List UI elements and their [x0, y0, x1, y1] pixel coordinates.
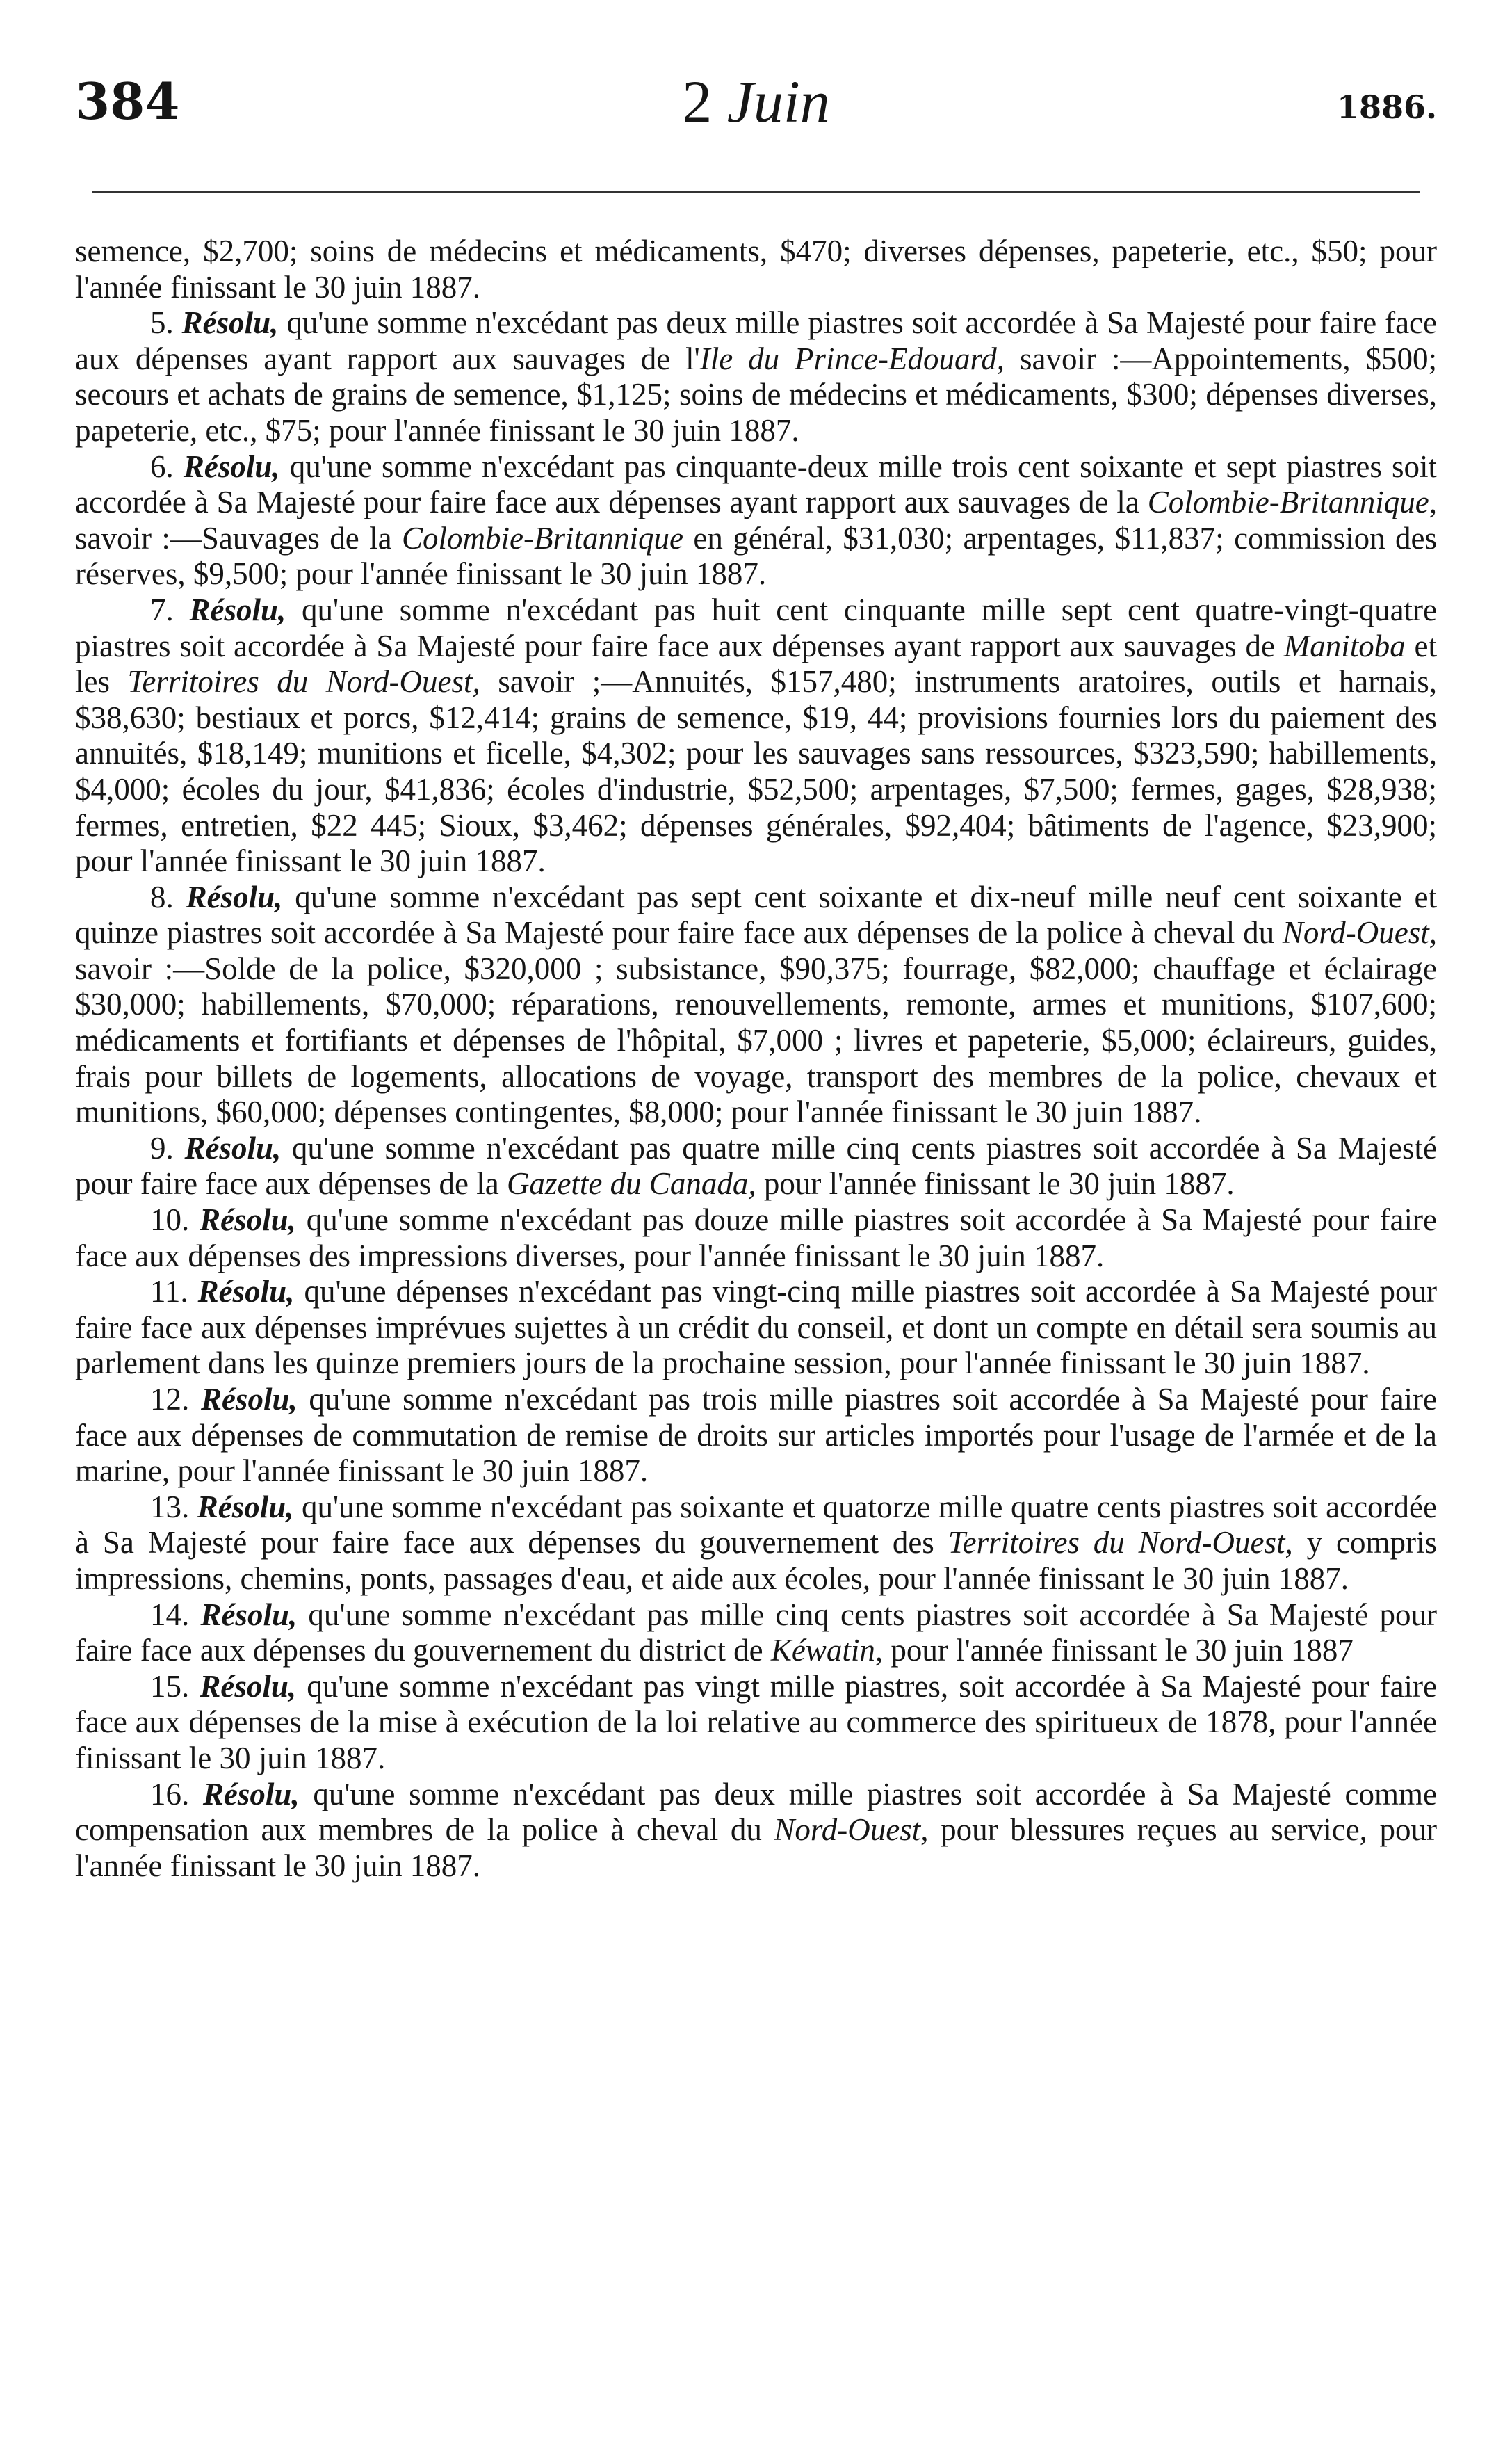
resolution-number: 16.: [150, 1776, 190, 1811]
resolution-keyword: Résolu,: [197, 1274, 295, 1309]
resolution-7: [75, 592, 1437, 880]
resolution-italic-text: Ile du Prince-Edouard,: [699, 341, 1005, 376]
resolution-italic-text: Territoires du Nord-Ouest,: [948, 1525, 1293, 1560]
body-text: [75, 234, 1437, 1884]
resolution-14: [75, 1597, 1437, 1669]
resolution-text: savoir :—Solde de la police, $320,000 ; subsistance, $90,375; fourrage, $82,000; chauffage et éclairage $30,000; habillements, $70,000; réparations, renouvellements, remonte, armes et munitions, $107,600; médicaments et fortifiants et dépenses de l'hôpital, $7,000 ; livres et papeterie, $5,000; éclaireurs, guides, frais pour billets de logements, allocations de voyage, transport des membres de la police, chevaux et munitions, $60,000; dépenses contingentes, $8,000; pour l'année finissant le 30 juin 1887.: [75, 951, 1437, 1130]
resolution-text: qu'une somme n'excédant pas trois mille piastres soit accordée à Sa Majesté pour faire face aux dépenses de commutation de remise de droits sur articles importés pour l'usage de l'armée et de la marine, pour l'année finissant le 30 juin 1887.: [75, 1382, 1438, 1489]
resolution-number: 15.: [150, 1668, 190, 1704]
resolution-text: et les: [75, 628, 1437, 700]
running-title-month: Juin: [726, 68, 830, 135]
resolution-text: savoir ;—Annuités, $157,480; instruments aratoires, outils et harnais, $38,630; bestiaux et porcs, $12,414; grains de semence, $19, 44; provisions fournies lors du paiement des annuités, $18,149; munitions et ficelle, $4,302; pour les sauvages sans ressources, $323,590; habillements, $4,000; écoles du jour, $41,836; écoles d'industrie, $52,500; arpentages, $7,500; fermes, gages, $28,938; fermes, entretien, $22 445; Sioux, $3,462; dépenses générales, $92,404; bâtiments de l'agence, $23,900; pour l'année finissant le 30 juin 1887.: [75, 664, 1437, 879]
resolution-keyword: Résolu,: [200, 1597, 298, 1632]
resolution-italic-text: Gazette du Canada,: [506, 1166, 756, 1202]
resolution-number: 10.: [150, 1202, 190, 1238]
resolution-text: savoir :—Appointements, $500; secours et achats de grains de semence, $1,125; soins de médecins et médicaments, $300; dépenses diverses, papeterie, etc., $75; pour l'année finissant le 30 juin 1887.: [75, 341, 1437, 448]
resolution-text: qu'une somme n'excédant pas quatre mille cinq cents piastres soit accordée à Sa Majesté pour faire face aux dépenses de la: [75, 1130, 1437, 1202]
resolution-keyword: Résolu,: [181, 305, 279, 341]
resolution-number: 5.: [150, 305, 174, 341]
running-title: [75, 67, 1437, 136]
resolution-text: qu'une somme n'excédant pas huit cent cinquante mille sept cent quatre-vingt-quatre piastres soit accordée à Sa Majesté pour faire face aux dépenses ayant rapport aux sauvages de: [75, 592, 1438, 663]
resolution-italic-text: Colombie-Britannique: [402, 520, 683, 556]
resolution-10: [75, 1202, 1437, 1274]
paragraph-text: semence, $2,700; soins de médecins et médicaments, $470; diverses dépenses, papeterie, etc., $50; pour l'année finissant le 30 juin 1887.: [75, 234, 1437, 305]
resolution-5: [75, 305, 1437, 449]
resolution-text: qu'une somme n'excédant pas vingt mille piastres, soit accordée à Sa Majesté pour faire face aux dépenses de la mise à exécution de la loi relative au commerce des spiritueux de 1878, pour l'année finissant le 30 juin 1887.: [75, 1668, 1438, 1775]
resolution-text: qu'une somme n'excédant pas mille cinq cents piastres soit accordée à Sa Majesté pour faire face aux dépenses du gouvernement du district de: [75, 1597, 1438, 1668]
resolution-9: [75, 1131, 1437, 1202]
resolution-text: pour blessures reçues au service, pour l'année finissant le 30 juin 1887.: [75, 1812, 1437, 1883]
resolution-italic-text: Manitoba: [1283, 628, 1406, 663]
resolution-13: [75, 1490, 1437, 1597]
resolution-text: savoir :—Sauvages de la: [75, 520, 403, 556]
running-title-day: 2: [682, 68, 713, 135]
resolution-italic-text: Colombie-Britannique,: [1147, 485, 1437, 520]
header-rule: [92, 191, 1420, 193]
resolution-number: 8.: [150, 879, 174, 914]
resolution-text: qu'une somme n'excédant pas douze mille piastres soit accordée à Sa Majesté pour faire face aux dépenses des impressions diverses, pour l'année finissant le 30 juin 1887.: [75, 1202, 1437, 1273]
resolution-keyword: Résolu,: [200, 1202, 296, 1238]
resolution-keyword: Résolu,: [200, 1382, 298, 1417]
resolution-text: pour l'année finissant le 30 juin 1887.: [756, 1166, 1235, 1202]
resolution-keyword: Résolu,: [183, 449, 280, 484]
resolution-text: qu'une somme n'excédant pas cinquante-deux mille trois cent soixante et sept piastres soit accordée à Sa Majesté pour faire face aux dépenses ayant rapport aux sauvages de la: [75, 449, 1438, 520]
resolution-keyword: Résolu,: [184, 1130, 282, 1165]
resolution-text: en général, $31,030; arpentages, $11,837; commission des réserves, $9,500; pour l'année finissant le 30 juin 1887.: [75, 520, 1437, 592]
resolution-keyword: Résolu,: [202, 1776, 300, 1811]
resolution-number: 12.: [150, 1382, 190, 1417]
resolution-number: 13.: [150, 1489, 190, 1524]
resolution-number: 7.: [150, 592, 174, 627]
resolution-italic-text: Nord-Ouest,: [774, 1812, 929, 1848]
resolution-number: 11.: [150, 1274, 188, 1309]
resolution-16: [75, 1777, 1437, 1885]
resolution-8: [75, 880, 1437, 1131]
resolution-text: qu'une somme n'excédant pas sept cent soixante et dix-neuf mille neuf cent soixante et quinze piastres soit accordée à Sa Majesté pour faire face aux dépenses de la police à cheval du: [75, 879, 1438, 951]
resolution-6: [75, 449, 1437, 592]
resolution-text: pour l'année finissant le 30 juin 1887: [883, 1633, 1354, 1668]
resolution-text: qu'une somme n'excédant pas deux mille piastres soit accordée à Sa Majesté comme compensation aux membres de la police à cheval du: [75, 1776, 1438, 1848]
resolution-text: qu'une somme n'excédant pas deux mille piastres soit accordée à Sa Majesté pour faire face aux dépenses ayant rapport aux sauvages de l': [75, 305, 1438, 376]
paragraph-continuation: [75, 234, 1437, 305]
resolution-italic-text: Nord-Ouest,: [1282, 915, 1437, 951]
resolution-11: [75, 1274, 1437, 1382]
resolution-number: 6.: [150, 449, 174, 484]
resolution-number: 9.: [150, 1130, 174, 1165]
resolution-keyword: Résolu,: [197, 1489, 294, 1524]
resolution-keyword: Résolu,: [189, 592, 286, 627]
resolution-15: [75, 1669, 1437, 1777]
resolution-number: 14.: [150, 1597, 190, 1632]
resolution-keyword: Résolu,: [200, 1668, 297, 1704]
resolution-italic-text: Kéwatin,: [770, 1633, 884, 1668]
header-year: 1886.: [1336, 88, 1437, 126]
resolution-italic-text: Territoires du Nord-Ouest,: [127, 664, 480, 700]
resolution-text: qu'une dépenses n'excédant pas vingt-cinq mille piastres soit accordée à Sa Majesté pour faire face aux dépenses imprévues sujettes à un crédit du conseil, et dont un compte en détail sera soumis au parlement dans les quinze premiers jours de la prochaine session, pour l'année finissant le 30 juin 1887.: [75, 1274, 1438, 1381]
resolution-12: [75, 1382, 1437, 1490]
page-header: [75, 67, 1437, 136]
resolution-text: qu'une somme n'excédant pas soixante et quatorze mille quatre cents piastres soit accordée à Sa Majesté pour faire face aux dépenses du gouvernement des: [75, 1489, 1437, 1560]
page-number: 384: [75, 72, 180, 131]
resolution-keyword: Résolu,: [186, 879, 283, 914]
resolution-text: y compris impressions, chemins, ponts, passages d'eau, et aide aux écoles, pour l'année finissant le 30 juin 1887.: [75, 1525, 1437, 1596]
